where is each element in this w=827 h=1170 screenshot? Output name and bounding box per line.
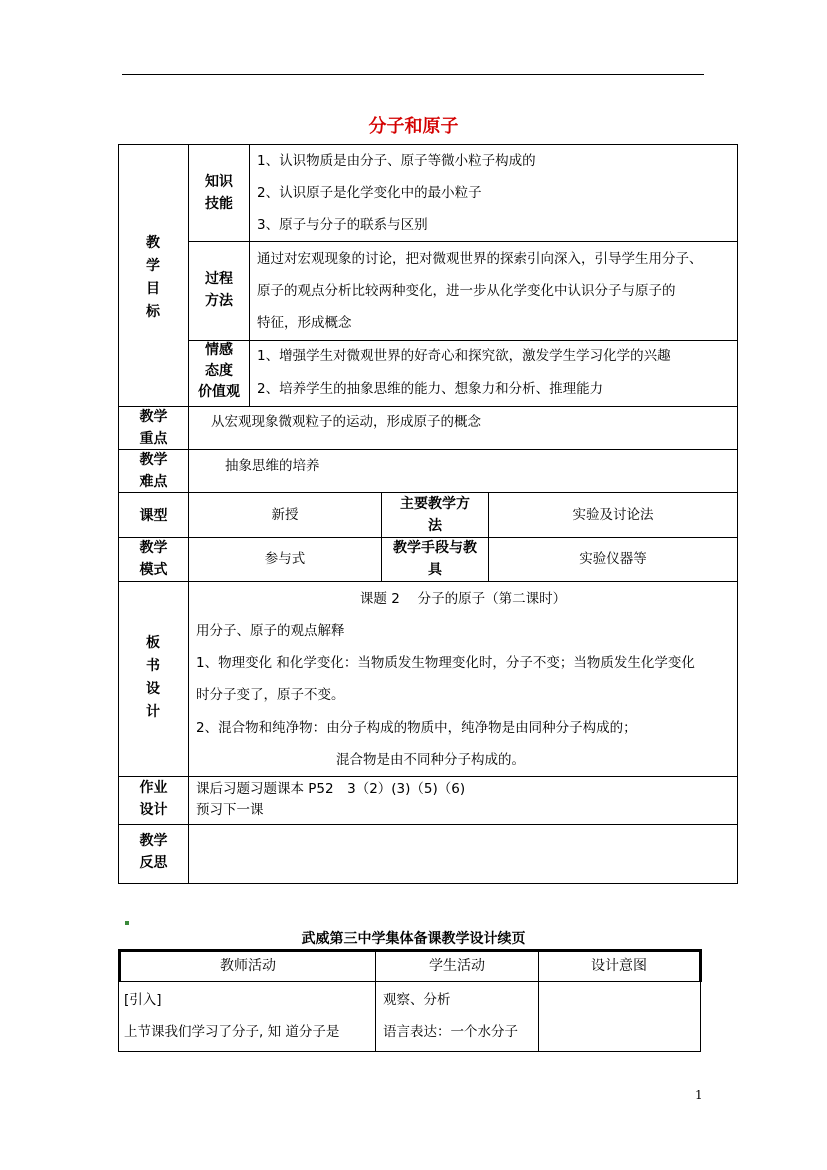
teaching-means-value: 实验仪器等 [579,551,647,567]
teacher-line-2: 上节课我们学习了分子, 知 道分子是 [124,1024,340,1040]
board-line-1: 用分子、原子的观点解释 [196,623,345,639]
homework-line-2: 预习下一课 [196,802,264,818]
process-label: 过程 方法 [205,271,233,309]
knowledge-item-1: 1、认识物质是由分子、原子等微小粒子构成的 [257,153,536,169]
process-line-3: 特征，形成概念 [257,315,352,331]
attitude-item-1: 1、增强学生对微观世界的好奇心和探究欲，激发学生学习化学的兴趣 [257,348,671,364]
header-teacher-activity: 教师活动 [220,958,276,974]
continuation-title: 武威第三中学集体备课教学设计续页 [301,931,526,947]
difficulties-text: 抽象思维的培养 [225,458,320,474]
header-student-activity: 学生活动 [429,958,485,974]
student-line-2: 语言表达：一个水分子 [383,1024,518,1040]
attitude-label: 情感 态度 价值观 [198,342,240,400]
process-line-2: 原子的观点分析比较两种变化，进一步从化学变化中认识分子与原子的 [257,283,676,299]
reflection-label: 教学 反思 [139,833,168,871]
teaching-method-label: 主要教学方 法 [400,496,470,534]
board-design-label: 板 书 设 计 [146,635,160,720]
key-points-label: 教学 重点 [139,409,168,447]
student-line-1: 观察、分析 [383,992,451,1008]
homework-line-1: 课后习题习题课本 P52 3（2）(3)（5)（6) [196,781,466,797]
knowledge-item-3: 3、原子与分子的联系与区别 [257,217,428,233]
page-title: 分子和原子 [368,116,459,137]
knowledge-item-2: 2、认识原子是化学变化中的最小粒子 [257,185,482,201]
page-number: 1 [695,1088,703,1102]
lesson-type-value: 新授 [271,507,299,523]
board-line-2: 1、物理变化 和化学变化：当物质发生物理变化时，分子不变；当物质发生化学变化 [196,655,695,671]
teaching-method-value: 实验及讨论法 [572,507,654,523]
teaching-means-label: 教学手段与教 具 [393,540,477,578]
homework-label: 作业 设计 [139,780,168,818]
key-points-text: 从宏观现象微观粒子的运动，形成原子的概念 [211,414,481,430]
objectives-label: 教 学 目 标 [146,235,160,320]
knowledge-label: 知识 技能 [205,174,233,212]
board-line-5: 混合物是由不同种分子构成的。 [336,752,525,768]
header-design-intent: 设计意图 [591,958,647,974]
teaching-mode-value: 参与式 [264,551,306,567]
difficulties-label: 教学 难点 [139,452,168,490]
board-line-4: 2、混合物和纯净物：由分子构成的物质中，纯净物是由同种分子构成的； [196,720,637,736]
teaching-mode-label: 教学 模式 [139,540,168,578]
header-rule [122,74,704,75]
process-line-1: 通过对宏观现象的讨论，把对微观世界的探索引向深入，引导学生用分子、 [257,251,703,267]
teacher-line-1: [引入] [124,992,162,1008]
board-heading: 课题 2 分子的原子（第二课时） [359,591,567,607]
board-line-3: 时分子变了，原子不变。 [196,687,345,703]
lesson-type-label: 课型 [139,508,168,524]
small-mark [125,921,129,925]
attitude-item-2: 2、培养学生的抽象思维的能力、想象力和分析、推理能力 [257,381,604,397]
